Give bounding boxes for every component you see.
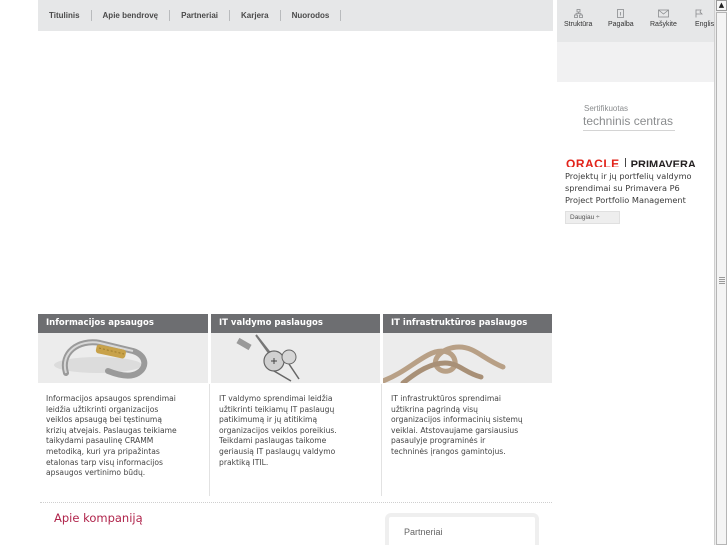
more-button[interactable]: Daugiau ÷ bbox=[565, 211, 620, 224]
utility-help[interactable] bbox=[608, 9, 634, 28]
service-card-text: Informacijos apsaugos sprendimai leidžia užtikrinti organizacijos veiklos apsaugą bei tęstinumą krizių atvejais. Paslaugas teikiame taikydami pasaulinę CRAMM metodiką, kuri yra pripažintas etalonas tarp visų informacijos apsaugos vertinimo būdų. bbox=[46, 394, 177, 478]
primavera-wordmark: PRIMAVERA bbox=[630, 159, 696, 167]
language-icon bbox=[695, 9, 714, 21]
compass-image bbox=[211, 333, 380, 383]
help-icon bbox=[608, 9, 634, 21]
card-divider bbox=[209, 384, 210, 496]
utility-write-label: Rašykite bbox=[650, 21, 677, 28]
service-card-title[interactable]: IT infrastruktūros paslaugos bbox=[383, 314, 552, 333]
scroll-thumb[interactable] bbox=[716, 12, 727, 545]
service-card-title[interactable]: IT valdymo paslaugos bbox=[211, 314, 380, 333]
logo-divider bbox=[625, 158, 626, 167]
sitemap-icon bbox=[564, 9, 592, 21]
partners-box bbox=[385, 513, 539, 545]
utility-structure[interactable] bbox=[564, 9, 592, 28]
utility-language[interactable] bbox=[695, 9, 714, 28]
service-card-text: IT infrastruktūros sprendimai užtikrina pagrindą visų organizacijos informacinių sistemų veiklai. Atstovaujame garsiausius pasaulyje programinės ir techninės įrangos gamintojus. bbox=[391, 394, 523, 456]
utility-structure-label: Struktūra bbox=[564, 21, 593, 28]
certificate-title: techninis centras bbox=[583, 114, 674, 128]
nav-item-career[interactable]: Karjera bbox=[230, 10, 281, 21]
carabiner-image bbox=[38, 333, 208, 383]
oracle-primavera-logo[interactable] bbox=[566, 153, 716, 167]
nav-item-home[interactable]: Titulinis bbox=[38, 10, 92, 21]
certificate-caption: Sertifikuotas bbox=[584, 104, 629, 113]
service-card-text: IT valdymo sprendimai leidžia užtikrinti teikiamų IT paslaugų patikimumą ir jų atitikimą organizacijos veiklos poreikius. Teikdami paslaugas taikome geriausią IT paslaugų valdymo praktiką ITIL. bbox=[219, 394, 337, 467]
service-card-infrastructure bbox=[383, 314, 552, 496]
primavera-description: Projektų ir jų portfelių valdymo sprendimai su Primavera P6 Project Portfolio Management bbox=[565, 171, 692, 205]
service-card-security bbox=[38, 314, 208, 496]
nav-item-links[interactable]: Nuorodos bbox=[281, 10, 342, 21]
main-navigation bbox=[38, 0, 553, 31]
section-divider bbox=[40, 502, 552, 503]
utility-band bbox=[557, 42, 714, 82]
mail-icon bbox=[650, 9, 677, 21]
utility-bar bbox=[557, 0, 714, 42]
utility-write[interactable] bbox=[650, 9, 677, 28]
partners-heading[interactable]: Partneriai bbox=[404, 527, 443, 537]
grip-icon bbox=[719, 277, 725, 278]
scroll-up-arrow-icon[interactable]: ▲ bbox=[716, 0, 727, 11]
nav-item-about[interactable]: Apie bendrovę bbox=[92, 10, 171, 21]
card-divider bbox=[381, 384, 382, 496]
nav-item-partners[interactable]: Partneriai bbox=[170, 10, 230, 21]
knot-image bbox=[383, 333, 552, 383]
vertical-scrollbar[interactable] bbox=[714, 0, 727, 545]
service-card-it-management bbox=[211, 314, 380, 496]
service-card-title[interactable]: Informacijos apsaugos bbox=[38, 314, 208, 333]
utility-help-label: Pagalba bbox=[608, 21, 634, 28]
about-company-heading[interactable]: Apie kompaniją bbox=[54, 511, 143, 525]
utility-language-label: Englis bbox=[695, 21, 715, 28]
oracle-wordmark: ORACLE bbox=[566, 157, 620, 167]
certificate-divider bbox=[583, 130, 675, 131]
